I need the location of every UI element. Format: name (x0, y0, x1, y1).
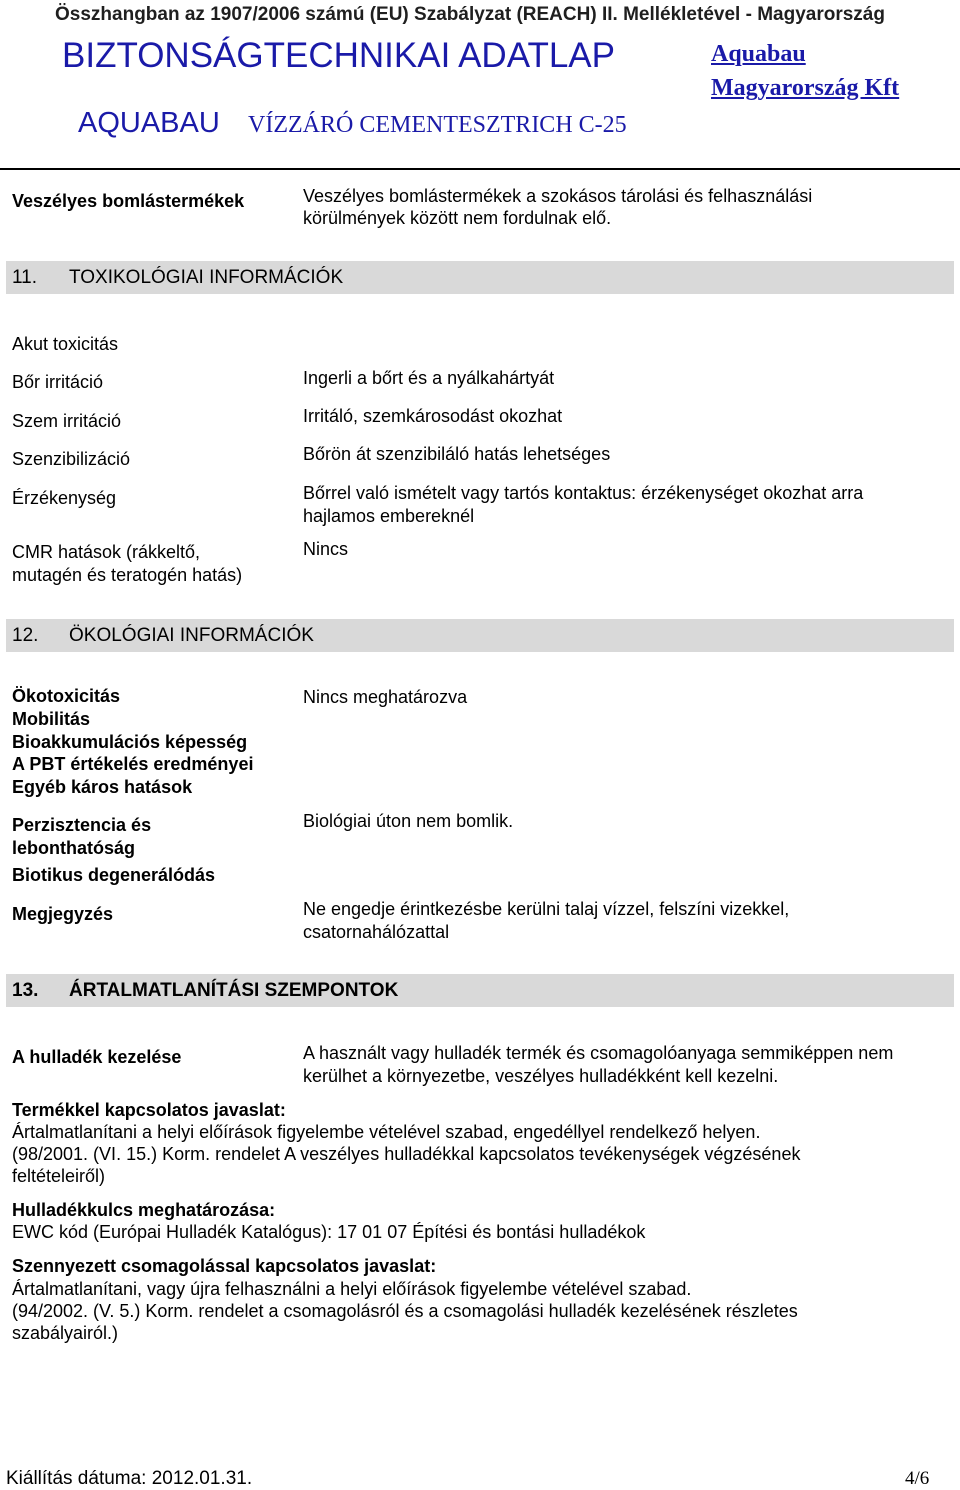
sensitization-value: Bőrön át szenzibiláló hatás lehetséges (303, 444, 611, 464)
section-11-title: TOXIKOLÓGIAI INFORMÁCIÓK (69, 267, 344, 288)
section-12-number: 12. (12, 625, 39, 646)
section-13-title: ÁRTALMATLANÍTÁSI SZEMPONTOK (69, 980, 399, 1001)
pbt-assessment-label: A PBT értékelés eredményei (12, 754, 254, 774)
remark-label: Megjegyzés (12, 904, 114, 924)
product-name: VÍZZÁRÓ CEMENTESZTRICH C-25 (248, 112, 627, 138)
remark-value-1: Ne engedje érintkezésbe kerülni talaj vízzel, felszíni vizekkel, (303, 899, 790, 919)
section-11-header (6, 261, 954, 294)
hazardous-decomposition-text-2: körülmények között nem fordulnak elő. (303, 208, 612, 228)
product-brand: AQUABAU (78, 107, 220, 139)
biotic-degradation-value: Biológiai úton nem bomlik. (303, 811, 514, 831)
waste-code-heading: Hulladékkulcs meghatározása: (12, 1200, 276, 1220)
hazardous-decomposition-text-1: Veszélyes bomlástermékek a szokásos tárolási és felhasználási (303, 186, 813, 206)
mobility-label: Mobilitás (12, 709, 91, 729)
section-13-number: 13. (12, 980, 39, 1001)
ecotoxicity-label: Ökotoxicitás (12, 686, 121, 706)
skin-irritation-label: Bőr irritáció (12, 372, 104, 392)
sensitization-label: Szenzibilizáció (12, 449, 131, 469)
document-title: BIZTONSÁGTECHNIKAI ADATLAP (62, 36, 615, 75)
company-name-line1: Aquabau (711, 41, 806, 67)
bioaccumulation-label: Bioakkumulációs képesség (12, 732, 248, 752)
company-name-line2: Magyarország Kft (711, 75, 900, 101)
acute-toxicity-label: Akut toxicitás (12, 334, 119, 354)
hazardous-decomposition-label: Veszélyes bomlástermékek (12, 191, 245, 211)
cmr-label-2: mutagén és teratogén hatás) (12, 565, 243, 585)
sensitivity-value-2: hajlamos embereknél (303, 506, 475, 526)
product-recommendation-line-3: feltételeiről) (12, 1166, 106, 1186)
waste-treatment-value-1: A használt vagy hulladék termék és csomagolóanyaga semmiképpen nem (303, 1043, 894, 1063)
eye-irritation-value: Irritáló, szemkárosodást okozhat (303, 406, 563, 426)
skin-irritation-value: Ingerli a bőrt és a nyálkahártyát (303, 368, 555, 388)
product-recommendation-line-1: Ártalmatlanítani a helyi előírások figyelembe vételével szabad, engedéllyel rendelkező helyen. (12, 1122, 761, 1142)
sensitivity-value-1: Bőrrel való ismételt vagy tartós kontaktus: érzékenységet okozhat arra (303, 483, 864, 503)
biotic-degradation-label: Biotikus degenerálódás (12, 865, 216, 885)
remark-value-2: csatornahálózattal (303, 922, 450, 942)
waste-treatment-value-2: kerülhet a környezetbe, veszélyes hulladékként kell kezelni. (303, 1066, 779, 1086)
cmr-label-1: CMR hatások (rákkeltő, (12, 542, 201, 562)
persistence-label-1: Perzisztencia és (12, 815, 152, 835)
product-recommendation-line-2: (98/2001. (VI. 15.) Korm. rendelet A veszélyes hulladékkal kapcsolatos tevékenységek végzésének (12, 1144, 801, 1164)
section-13-header (6, 974, 954, 1007)
regulation-line: Összhangban az 1907/2006 számú (EU) Szabályzat (REACH) II. Mellékletével - Magyarország (55, 4, 885, 25)
eye-irritation-label: Szem irritáció (12, 411, 122, 431)
sensitivity-label: Érzékenység (12, 488, 117, 508)
packaging-line-3: szabályairól.) (12, 1323, 119, 1343)
cmr-value: Nincs (303, 539, 349, 559)
product-recommendation-heading: Termékkel kapcsolatos javaslat: (12, 1100, 286, 1120)
persistence-label-2: lebonthatóság (12, 838, 136, 858)
header-divider (0, 168, 960, 170)
section-12-title: ÖKOLÓGIAI INFORMÁCIÓK (69, 625, 314, 646)
other-effects-label: Egyéb káros hatások (12, 777, 193, 797)
packaging-heading: Szennyezett csomagolással kapcsolatos javaslat: (12, 1256, 437, 1276)
section-12-header (6, 619, 954, 652)
packaging-line-1: Ártalmatlanítani, vagy újra felhasználni a helyi előírások figyelembe vételével szabad. (12, 1279, 692, 1299)
packaging-line-2: (94/2002. (V. 5.) Korm. rendelet a csomagolásról és a csomagolási hulladék kezelésének részletes (12, 1301, 798, 1321)
page-number: 4/6 (905, 1468, 930, 1489)
ecology-not-determined-value: Nincs meghatározva (303, 687, 468, 707)
waste-treatment-label: A hulladék kezelése (12, 1047, 182, 1067)
waste-code-line: EWC kód (Európai Hulladék Katalógus): 17 01 07 Építési és bontási hulladékok (12, 1222, 646, 1242)
section-11-number: 11. (12, 267, 38, 288)
issue-date: Kiállítás dátuma: 2012.01.31. (6, 1468, 253, 1489)
